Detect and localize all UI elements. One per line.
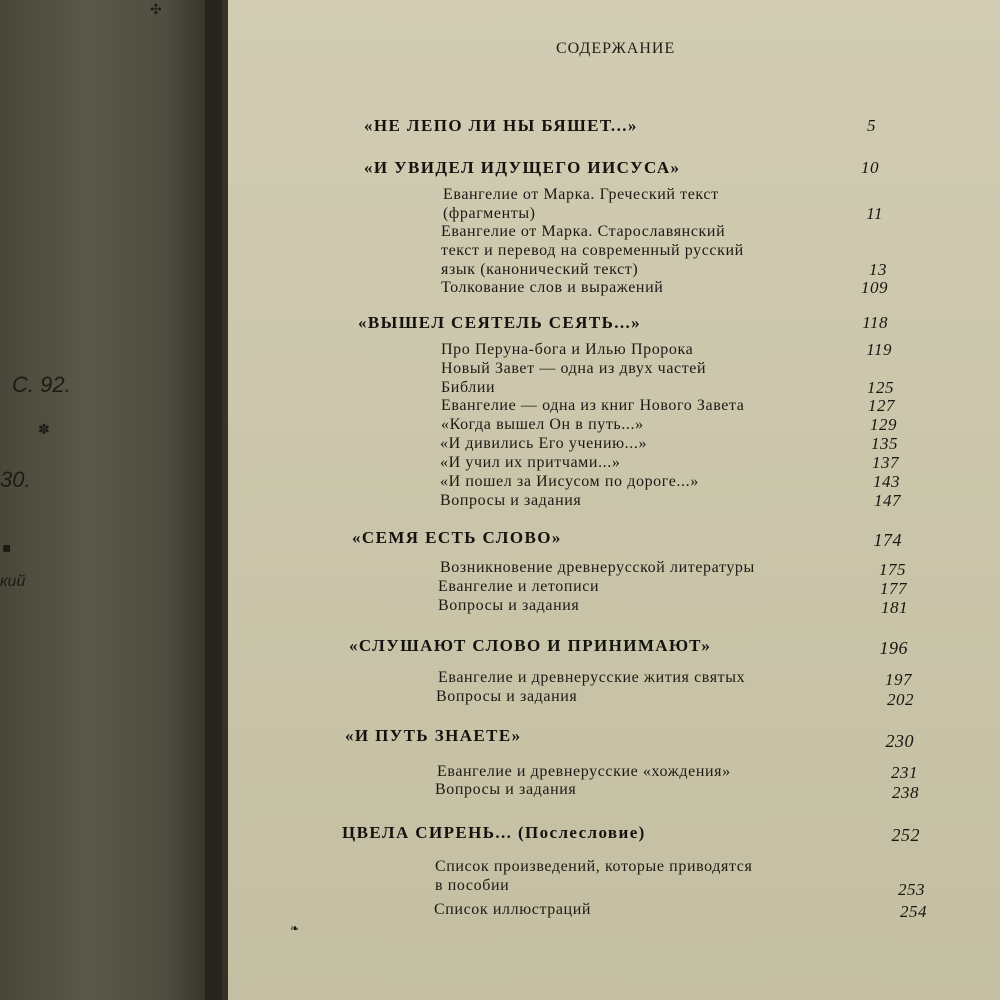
toc-entry-page: 129 (870, 415, 897, 434)
toc-entry-page: 125 (867, 378, 894, 397)
toc-section-title: «СЛУШАЮТ СЛОВО И ПРИНИМАЮТ» (349, 636, 712, 655)
toc-entry-line: Библии (441, 379, 496, 396)
toc-entry-page: 119 (866, 340, 892, 359)
toc-entry-line: Евангелие и древнерусские «хождения» (437, 763, 731, 780)
toc-entry-page: 135 (871, 434, 898, 453)
toc-entry-page: 202 (887, 690, 914, 709)
toc-entry-line: язык (канонический текст) (441, 261, 639, 278)
toc-entry-page: 254 (900, 902, 927, 921)
toc-entry-page: 11 (866, 204, 883, 223)
toc-section-title: «И УВИДЕЛ ИДУЩЕГО ИИСУСА» (364, 158, 681, 177)
toc-entry-page: 177 (880, 579, 907, 598)
ink-mark-icon: ✣ (150, 2, 162, 18)
toc-entry-line: в пособии (435, 877, 510, 894)
ink-mark-icon: ✽ (38, 422, 50, 438)
toc-entry-page: 13 (869, 260, 887, 279)
toc-entry-line: Новый Завет — одна из двух частей (441, 360, 707, 377)
toc-section-title: «ВЫШЕЛ СЕЯТЕЛЬ СЕЯТЬ...» (358, 313, 642, 332)
toc-entry-page: 181 (881, 598, 908, 617)
toc-entry-line: «И учил их притчами...» (440, 454, 621, 471)
toc-entry-line: Вопросы и задания (436, 688, 578, 705)
toc-entry-line: Толкование слов и выражений (441, 279, 664, 296)
toc-section-page: 5 (867, 116, 876, 135)
toc-entry-line: Евангелие от Марка. Старославянский (441, 223, 726, 240)
toc-entry-page: 231 (891, 763, 918, 782)
toc-section-title: ЦВЕЛА СИРЕНЬ... (Послесловие) (342, 823, 646, 842)
toc-entry-line: Евангелие и древнерусские жития святых (438, 669, 746, 686)
toc-entry-page: 109 (861, 278, 888, 297)
toc-section-page: 230 (885, 731, 914, 751)
toc-entry-line: «И пошел за Иисусом по дороге...» (440, 473, 699, 490)
left-page-fragment-1: С. 92. (12, 372, 71, 397)
toc-section-title: «И ПУТЬ ЗНАЕТЕ» (345, 726, 522, 745)
toc-entry-page: 197 (885, 670, 912, 689)
toc-entry-line: (фрагменты) (443, 205, 536, 222)
toc-section-title: «СЕМЯ ЕСТЬ СЛОВО» (352, 528, 562, 547)
toc-section-page: 252 (891, 825, 920, 845)
toc-entry-line: Про Перуна-бога и Илью Пророка (441, 341, 694, 358)
toc-entry-line: Возникновение древнерусской литературы (440, 559, 755, 576)
toc-entry-line: Евангелие от Марка. Греческий текст (443, 186, 719, 203)
toc-entry-page: 238 (892, 783, 919, 802)
ink-speck-icon: ❧ (290, 922, 300, 935)
toc-entry-line: Список произведений, которые приводятся (435, 858, 753, 875)
toc-entry-line: Вопросы и задания (438, 597, 580, 614)
toc-entry-line: текст и перевод на современный русский (441, 242, 744, 259)
toc-section-page: 10 (861, 158, 879, 177)
toc-entry-page: 175 (879, 560, 906, 579)
toc-section-page: 196 (879, 638, 908, 658)
toc-entry-line: Вопросы и задания (440, 492, 582, 509)
toc-section-page: 174 (873, 530, 902, 550)
toc-entry-page: 137 (872, 453, 899, 472)
left-page-fragment-2: 30. (0, 467, 31, 492)
toc-entry-line: Вопросы и задания (435, 781, 577, 798)
ink-dot-icon: ▪ (2, 540, 12, 556)
toc-entry-page: 253 (898, 880, 925, 899)
toc-section-title: «НЕ ЛЕПО ЛИ НЫ БЯШЕТ...» (364, 116, 638, 135)
toc-entry-page: 127 (868, 396, 895, 415)
toc-heading: СОДЕРЖАНИЕ (556, 40, 676, 57)
left-page-fragment-3: кий (0, 573, 26, 590)
toc-entry-line: Евангелие — одна из книг Нового Завета (441, 397, 745, 414)
toc-entry-line: Список иллюстраций (434, 901, 592, 918)
toc-section-page: 118 (862, 313, 888, 332)
toc-entry-page: 143 (873, 472, 900, 491)
toc-entry-line: «Когда вышел Он в путь...» (441, 416, 644, 433)
toc-entry-line: Евангелие и летописи (438, 578, 600, 595)
toc-entry-page: 147 (874, 491, 901, 510)
toc-entry-line: «И дивились Его учению...» (440, 435, 648, 452)
